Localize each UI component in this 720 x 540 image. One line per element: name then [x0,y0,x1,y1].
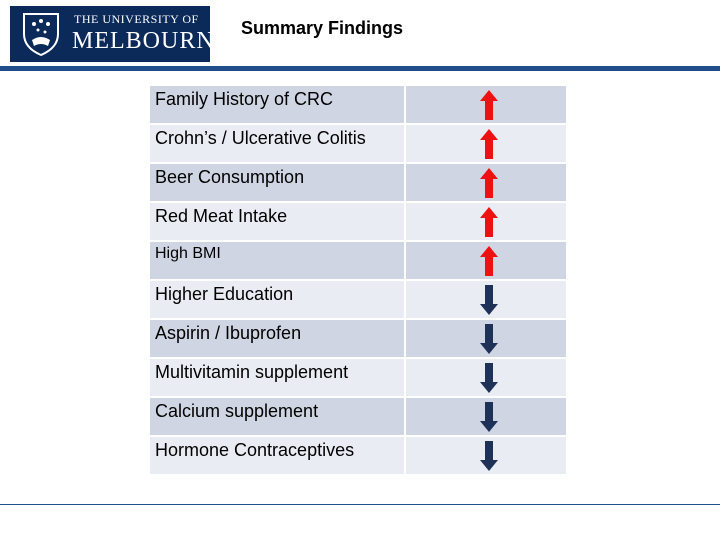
factor-cell [149,163,405,202]
factor-label: Aspirin / Ibuprofen [155,323,302,343]
crest-icon [18,10,64,56]
arrow-up-icon [479,206,499,238]
direction-cell [405,280,567,319]
logo-text-line1: THE UNIVERSITY OF [74,12,199,26]
direction-cell [405,241,567,280]
factor-label: Higher Education [155,284,294,304]
table-row [149,358,567,397]
table-row [149,280,567,319]
factor-cell [149,85,405,124]
direction-cell [405,124,567,163]
findings-table [148,84,568,476]
factor-cell [149,280,405,319]
arrow-up-icon [479,128,499,160]
table-row [149,241,567,280]
direction-cell [405,163,567,202]
logo-text-line2: MELBOURNE [72,28,231,54]
direction-cell [405,202,567,241]
factor-cell [149,358,405,397]
footer-divider [0,504,720,505]
table-row [149,85,567,124]
table-row [149,163,567,202]
table-row [149,397,567,436]
findings-table-body [149,85,567,475]
factor-label: Family History of CRC [155,89,334,109]
factor-cell [149,319,405,358]
arrow-up-icon [479,245,499,277]
factor-cell [149,241,405,280]
arrow-down-icon [479,323,499,355]
factor-label: High BMI [155,245,221,262]
header-divider [0,66,720,71]
direction-cell [405,319,567,358]
direction-cell [405,397,567,436]
factor-cell [149,436,405,475]
header [0,0,720,66]
factor-label: Crohn’s / Ulcerative Colitis [155,128,366,148]
table-row [149,124,567,163]
factor-label: Multivitamin supplement [155,362,349,382]
table-row [149,436,567,475]
factor-cell [149,124,405,163]
arrow-down-icon [479,401,499,433]
factor-cell [149,397,405,436]
arrow-down-icon [479,284,499,316]
factor-label: Red Meat Intake [155,206,288,226]
factor-label: Beer Consumption [155,167,305,187]
arrow-down-icon [479,440,499,472]
factor-label: Calcium supplement [155,401,319,421]
direction-cell [405,436,567,475]
direction-cell [405,358,567,397]
factor-cell [149,202,405,241]
arrow-down-icon [479,362,499,394]
arrow-up-icon [479,89,499,121]
university-logo[interactable] [10,6,231,62]
direction-cell [405,85,567,124]
page-title: Summary Findings [241,18,404,38]
table-row [149,319,567,358]
arrow-up-icon [479,167,499,199]
table-row [149,202,567,241]
factor-label: Hormone Contraceptives [155,440,355,460]
